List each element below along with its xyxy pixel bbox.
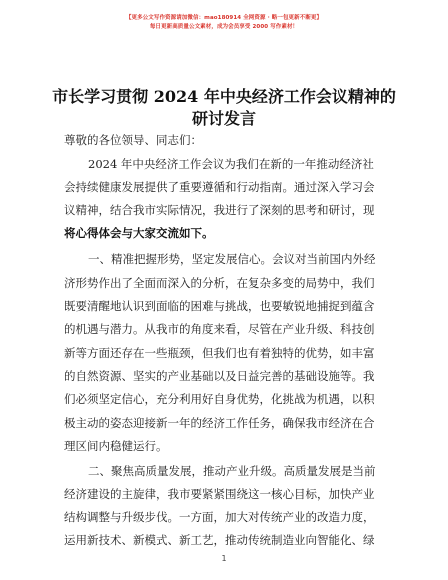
paragraph-line: 经济建设的主旋律，我市要紧紧围绕这一核心目标，加快产业 bbox=[64, 487, 375, 501]
paragraph-line: 会持续健康发展提供了重要遵循和行动指南。通过深入学习会 bbox=[64, 180, 375, 194]
page-number: 1 bbox=[221, 554, 227, 563]
paragraph-line: 的机遇与潜力。从我市的角度来看，尽管在产业升级、科技创 bbox=[64, 322, 375, 336]
paragraph-line: 结构调整与升级步伐。一方面，加大对传统产业的改造力度， bbox=[64, 510, 375, 524]
paragraph-line: 新等方面还存在一些瓶颈，但我们也有着独特的优势，如丰富 bbox=[64, 346, 375, 360]
paragraph-line: 既要清醒地认识到面临的困难与挑战，也要敏锐地捕捉到蕴含 bbox=[64, 299, 375, 313]
paragraph-line: 议精神，结合我市实际情况，我进行了深刻的思考和研讨，现 bbox=[64, 203, 375, 217]
paragraph-line: 2024 年中央经济工作会议为我们在新的一年推动经济社 bbox=[88, 157, 374, 171]
document-title-line-1: 市长学习贯彻 2024 年中央经济工作会议精神的 bbox=[52, 87, 396, 106]
paragraph-line: 极主动的姿态迎接新一年的经济工作任务，确保我市经济在合 bbox=[64, 416, 375, 430]
salutation: 尊敬的各位领导、同志们： bbox=[64, 133, 202, 147]
paragraph-line: 二、聚焦高质量发展，推动产业升级。高质量发展是当前 bbox=[88, 464, 376, 478]
paragraph-line: 一、精准把握形势，坚定发展信心。会议对当前国内外经 bbox=[88, 252, 376, 266]
paragraph-line: 运用新技术、新模式、新工艺，推动传统制造业向智能化、绿 bbox=[64, 533, 375, 547]
paragraph-line: 将心得体会与大家交流如下。 bbox=[64, 226, 214, 240]
document-title-line-2: 研讨发言 bbox=[191, 109, 256, 128]
paragraph-line: 的自然资源、坚实的产业基础以及日益完善的基础设施等。我 bbox=[64, 369, 375, 383]
paragraph-line: 济形势作出了全面而深入的分析，在复杂多变的局势中，我们 bbox=[64, 276, 375, 290]
paragraph-line: 们必须坚定信心，充分利用好自身优势，化挑战为机遇，以积 bbox=[64, 392, 375, 406]
promo-line-2: 每日更新高质量公文素材，成为会员享受 2000 写作素材！ bbox=[149, 24, 299, 30]
promo-line-1: 【更多公文写作资源请加微信：mao180914 全网资源 · 略一包更新不断更】 bbox=[125, 15, 323, 21]
paragraph-line: 理区间内稳健运行。 bbox=[64, 439, 168, 453]
